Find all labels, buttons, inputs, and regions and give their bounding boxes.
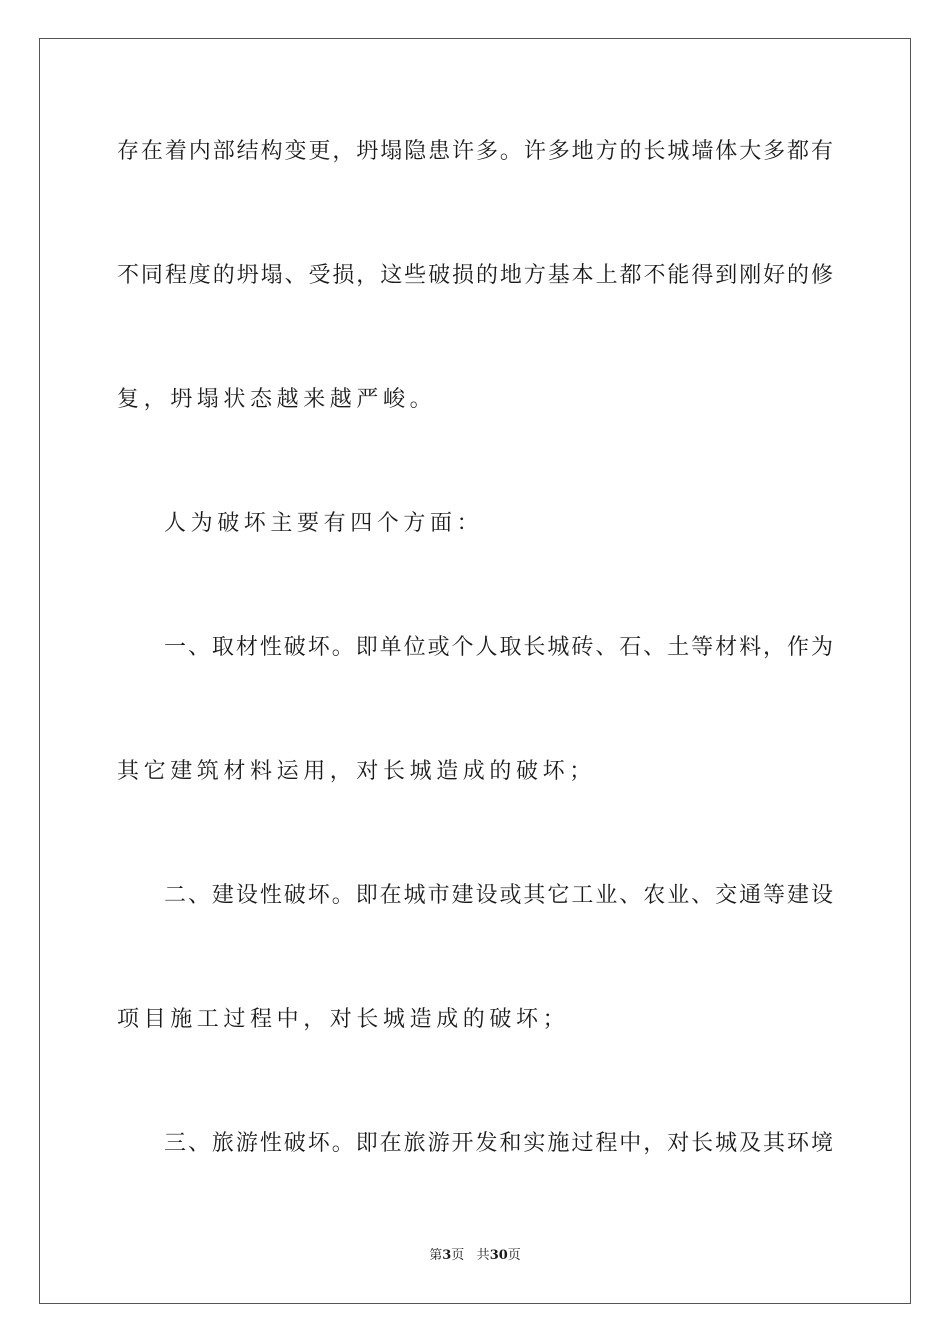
total-pages: 30	[489, 1248, 508, 1263]
page-number: 3	[442, 1248, 452, 1263]
text-line-6: 其它建筑材料运用，对长城造成的破坏；	[117, 759, 596, 784]
page-prefix: 第	[429, 1248, 443, 1263]
text-line-8: 项目施工过程中，对长城造成的破坏；	[117, 1007, 570, 1032]
text-line-3: 复，坍塌状态越来越严峻。	[117, 387, 437, 412]
page-suffix: 页	[451, 1248, 465, 1263]
text-line-7: 二、建设性破坏。即在城市建设或其它工业、农业、交通等建设	[164, 883, 833, 908]
text-line-5: 一、取材性破坏。即单位或个人取长城砖、石、土等材料，作为	[164, 635, 833, 660]
text-line-9: 三、旅游性破坏。即在旅游开发和实施过程中，对长城及其环境	[164, 1131, 833, 1156]
total-prefix: 共	[476, 1248, 490, 1263]
text-line-4: 人为破坏主要有四个方面：	[164, 511, 484, 536]
page-border	[39, 38, 911, 1304]
page-footer	[0, 1247, 950, 1265]
text-line-1: 存在着内部结构变更，坍塌隐患许多。许多地方的长城墙体大多都有	[117, 139, 833, 164]
total-suffix: 页	[507, 1248, 521, 1263]
text-line-2: 不同程度的坍塌、受损，这些破损的地方基本上都不能得到刚好的修	[117, 263, 833, 288]
